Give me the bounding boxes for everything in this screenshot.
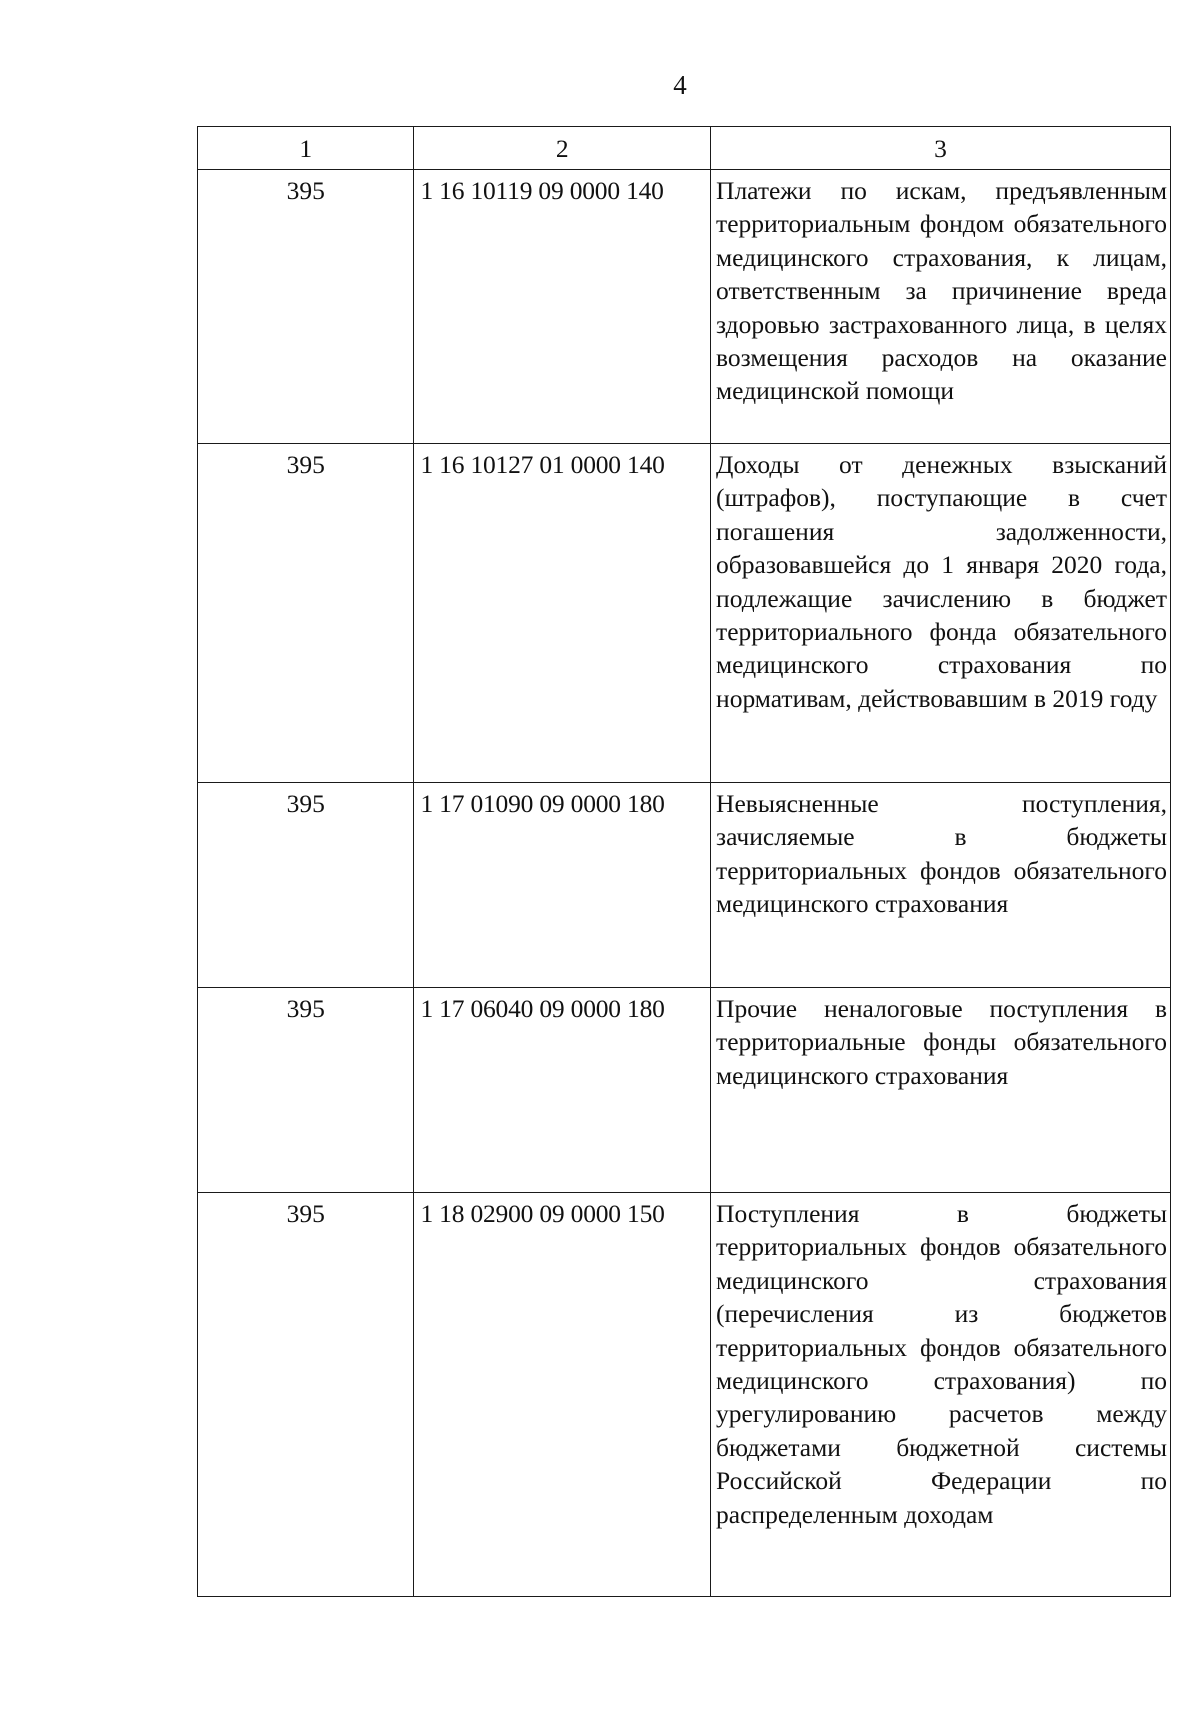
revenue-code-cell: 1 16 10119 09 0000 140: [414, 170, 711, 444]
column-header-3: 3: [711, 127, 1171, 170]
admin-code-cell: 395: [198, 783, 414, 988]
revenue-code-cell: 1 17 06040 09 0000 180: [414, 988, 711, 1193]
revenue-codes-table: [197, 126, 1171, 1597]
table-row: [198, 170, 1171, 444]
column-header-2: 2: [414, 127, 711, 170]
revenue-code-cell: 1 17 01090 09 0000 180: [414, 783, 711, 988]
page-number: 4: [673, 70, 687, 100]
column-header-1: 1: [198, 127, 414, 170]
revenue-name-cell: Прочие неналоговые поступления в территориальные фонды обязательного медицинского страхования: [711, 988, 1171, 1193]
revenue-name-cell: Платежи по искам, предъявленным территориальным фондом обязательного медицинского страхования, к лицам, ответственным за причинение вреда здоровью застрахованного лица, в целях возмещения расходов на оказание медицинской помощи: [711, 170, 1171, 444]
admin-code-cell: 395: [198, 444, 414, 783]
revenue-name-cell: Поступления в бюджеты территориальных фондов обязательного медицинского страхования (перечисления из бюджетов территориальных фондов обязательного медицинского страхования) по урегулированию расчетов между бюджетами бюджетной системы Российской Федерации по распределенным доходам: [711, 1193, 1171, 1597]
table-row: [198, 1193, 1171, 1597]
table-row: [198, 988, 1171, 1193]
admin-code-cell: 395: [198, 1193, 414, 1597]
table-header-row: [198, 127, 1171, 170]
revenue-name-cell: Доходы от денежных взысканий (штрафов), поступающие в счет погашения задолженности, образовавшейся до 1 января 2020 года, подлежащие зачислению в бюджет территориального фонда обязательного медицинского страхования по нормативам, действовавшим в 2019 году: [711, 444, 1171, 783]
admin-code-cell: 395: [198, 988, 414, 1193]
revenue-code-cell: 1 18 02900 09 0000 150: [414, 1193, 711, 1597]
admin-code-cell: 395: [198, 170, 414, 444]
revenue-name-cell: Невыясненные поступления, зачисляемые в бюджеты территориальных фондов обязательного медицинского страхования: [711, 783, 1171, 988]
table-row: [198, 783, 1171, 988]
table-row: [198, 444, 1171, 783]
revenue-code-cell: 1 16 10127 01 0000 140: [414, 444, 711, 783]
